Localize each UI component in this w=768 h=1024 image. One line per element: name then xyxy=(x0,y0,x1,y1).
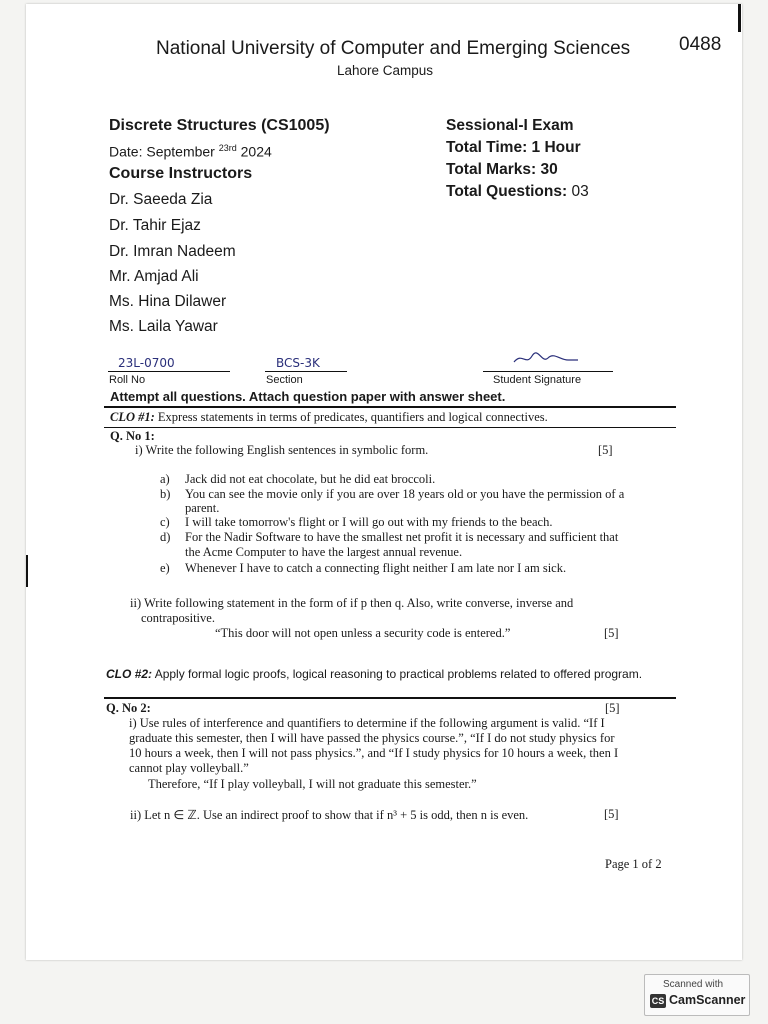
course-title: Discrete Structures (CS1005) xyxy=(109,117,330,134)
camscanner-watermark xyxy=(644,974,750,1016)
q2-part1-text: cannot play volleyball.” xyxy=(129,761,249,775)
roll-no-value: 23L-0700 xyxy=(118,356,175,370)
total-marks: Total Marks: 30 xyxy=(446,161,558,178)
list-item-letter: c) xyxy=(160,515,170,529)
question-1-heading: Q. No 1: xyxy=(110,429,155,443)
q2-conclusion: Therefore, “If I play volleyball, I will not graduate this semester.” xyxy=(148,777,477,791)
clo-2: CLO #2: Apply formal logic proofs, logical reasoning to practical problems related to offered program. xyxy=(106,667,643,681)
question-2-heading: Q. No 2: xyxy=(106,701,151,715)
signature-label: Student Signature xyxy=(493,374,582,386)
q2-part2-text: ii) Let n ∈ ℤ. Use an indirect proof to show that if n³ + 5 is odd, then n is even. xyxy=(130,808,529,822)
student-signature-mark xyxy=(512,348,582,370)
list-item-letter: d) xyxy=(160,530,171,544)
q2-part1-text: graduate this semester, then I will have passed the physics course.”, “If I do not study physics for xyxy=(129,731,615,745)
divider xyxy=(104,406,676,408)
clo-1: CLO #1: Express statements in terms of predicates, quantifiers and logical connectives. xyxy=(110,410,548,424)
total-time: Total Time: 1 Hour xyxy=(446,139,581,156)
instructor-name: Dr. Saeeda Zia xyxy=(109,191,213,208)
list-item-letter: e) xyxy=(160,561,170,575)
q1-part1-marks: [5] xyxy=(598,443,613,457)
q1-part1-text: i) Write the following English sentences in symbolic form. xyxy=(135,443,429,457)
university-name: National University of Computer and Emerging Sciences xyxy=(156,38,631,59)
paper-code: 0488 xyxy=(679,34,722,55)
q2-part1-marks: [5] xyxy=(605,701,620,715)
list-item: Whenever I have to catch a connecting flight neither I am late nor I am sick. xyxy=(185,561,567,575)
date-day: 23rd xyxy=(218,143,237,153)
scanned-with-text: Scanned with xyxy=(663,979,724,990)
list-item: I will take tomorrow's flight or I will go out with my friends to the beach. xyxy=(185,515,553,529)
divider xyxy=(104,697,676,699)
instructors-heading: Course Instructors xyxy=(109,165,253,182)
page-number: Page 1 of 2 xyxy=(605,857,662,871)
list-item: Jack did not eat chocolate, but he did eat broccoli. xyxy=(185,472,436,486)
list-item: the Acme Computer to have the largest annual revenue. xyxy=(185,545,463,559)
list-item: For the Nadir Software to have the smallest net profit it is necessary and sufficient that xyxy=(185,530,619,544)
campus-name: Lahore Campus xyxy=(337,63,434,78)
camscanner-brand: CamScanner xyxy=(669,993,746,1007)
list-item-letter: a) xyxy=(160,472,170,486)
roll-no-line xyxy=(108,371,230,372)
q2-part1-text: i) Use rules of interference and quantifiers to determine if the following argument is valid. “If I xyxy=(129,716,605,730)
section-label: Section xyxy=(266,374,303,386)
q1-part2-quote: “This door will not open unless a security code is entered.” xyxy=(215,626,511,640)
list-item: parent. xyxy=(185,501,220,515)
q2-part2-marks: [5] xyxy=(604,807,619,821)
list-item: You can see the movie only if you are over 18 years old or you have the permission of a xyxy=(185,487,625,501)
list-item-letter: b) xyxy=(160,487,171,501)
q2-part1-text: 10 hours a week, then I will not pass physics.”, and “If I study physics for 10 hours a week, then I xyxy=(129,746,619,760)
divider xyxy=(104,427,676,428)
exam-name: Sessional-I Exam xyxy=(446,117,574,134)
instructions: Attempt all questions. Attach question paper with answer sheet. xyxy=(110,389,506,404)
total-questions: Total Questions: 03 xyxy=(446,183,589,200)
scan-edge-mark xyxy=(26,555,28,587)
section-value: BCS-3K xyxy=(276,356,320,370)
signature-line xyxy=(483,371,613,372)
scan-edge-mark xyxy=(738,4,741,32)
instructor-name: Ms. Hina Dilawer xyxy=(109,293,227,310)
instructor-name: Dr. Tahir Ejaz xyxy=(109,217,201,234)
q1-part2-text: ii) Write following statement in the form of if p then q. Also, write converse, inverse and xyxy=(130,596,574,610)
roll-no-label: Roll No xyxy=(109,374,146,386)
q1-part2-marks: [5] xyxy=(604,626,619,640)
camscanner-logo-icon: CS xyxy=(651,996,665,1006)
section-line xyxy=(265,371,347,372)
instructor-name: Ms. Laila Yawar xyxy=(109,318,218,335)
instructor-name: Mr. Amjad Ali xyxy=(109,268,199,285)
q1-part2-text-cont: contrapositive. xyxy=(141,611,215,625)
exam-date: Date: September $^{23rd}$ 2024 xyxy=(109,143,272,160)
instructor-name: Dr. Imran Nadeem xyxy=(109,243,236,260)
